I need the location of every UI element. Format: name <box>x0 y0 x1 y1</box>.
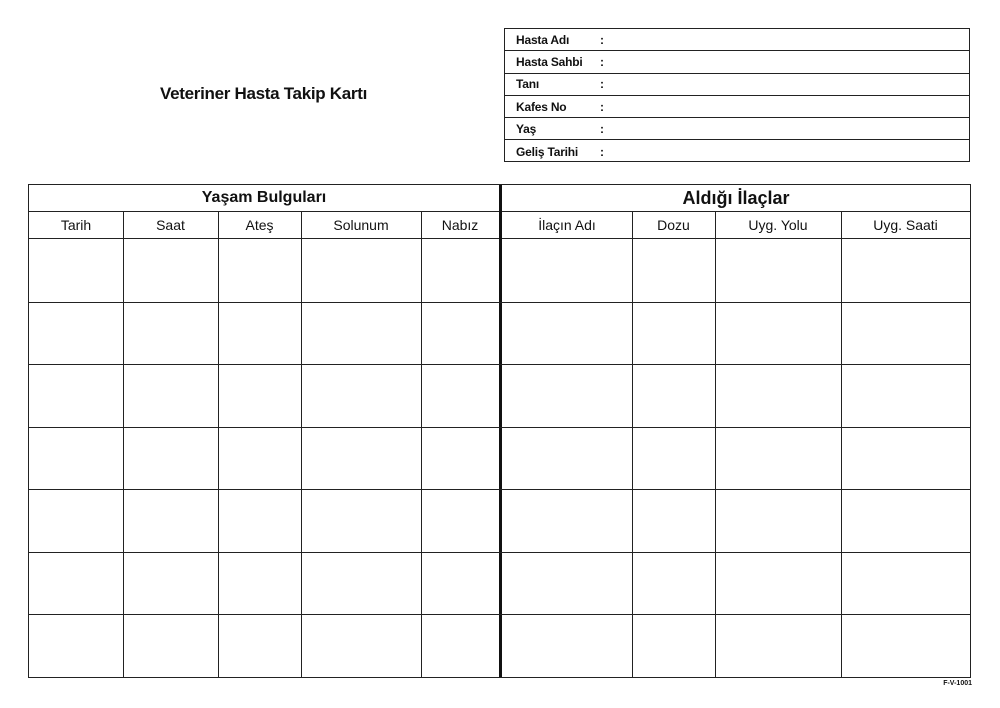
col-head-drug-name: İlaçın Adı <box>502 212 632 239</box>
column-separator <box>841 212 842 677</box>
info-row-owner <box>505 51 969 73</box>
patient-info-box <box>504 28 970 162</box>
section-divider <box>499 185 502 677</box>
tracking-table <box>28 184 971 678</box>
row-separator <box>29 614 970 615</box>
info-row-diagnosis <box>505 74 969 96</box>
col-head-route: Uyg. Yolu <box>715 212 841 239</box>
row-separator <box>29 427 970 428</box>
column-separator <box>421 212 422 677</box>
info-row-arrival-date <box>505 140 969 162</box>
info-label: Yaş <box>516 121 537 136</box>
row-separator <box>29 302 970 303</box>
info-colon: : <box>600 32 604 47</box>
col-head-respiration: Solunum <box>301 212 421 239</box>
info-label: Kafes No <box>516 99 567 114</box>
info-colon: : <box>600 144 604 159</box>
row-separator <box>29 489 970 490</box>
form-code: F-V-1001 <box>943 680 972 687</box>
info-label: Geliş Tarihi <box>516 144 579 159</box>
column-separator <box>123 212 124 677</box>
col-head-fever: Ateş <box>218 212 301 239</box>
info-label: Hasta Sahbi <box>516 54 583 69</box>
column-separator <box>218 212 219 677</box>
info-label: Tanı <box>516 77 539 92</box>
info-row-cage-no <box>505 96 969 118</box>
info-label: Hasta Adı <box>516 32 570 47</box>
page-title: Veteriner Hasta Takip Kartı <box>160 84 368 103</box>
info-colon: : <box>600 77 604 92</box>
col-head-time: Saat <box>123 212 218 239</box>
info-colon: : <box>600 121 604 136</box>
column-separator <box>715 212 716 677</box>
info-row-patient-name <box>505 29 969 51</box>
meds-section-title: Aldığı İlaçlar <box>502 185 970 212</box>
col-head-dose: Dozu <box>632 212 715 239</box>
info-colon: : <box>600 99 604 114</box>
col-head-pulse: Nabız <box>421 212 499 239</box>
row-separator <box>29 364 970 365</box>
col-head-date: Tarih <box>29 212 123 239</box>
vitals-section-title: Yaşam Bulguları <box>29 185 499 212</box>
row-separator <box>29 552 970 553</box>
column-separator <box>632 212 633 677</box>
col-head-admin-time: Uyg. Saati <box>841 212 970 239</box>
info-colon: : <box>600 54 604 69</box>
column-separator <box>301 212 302 677</box>
info-row-age <box>505 118 969 140</box>
